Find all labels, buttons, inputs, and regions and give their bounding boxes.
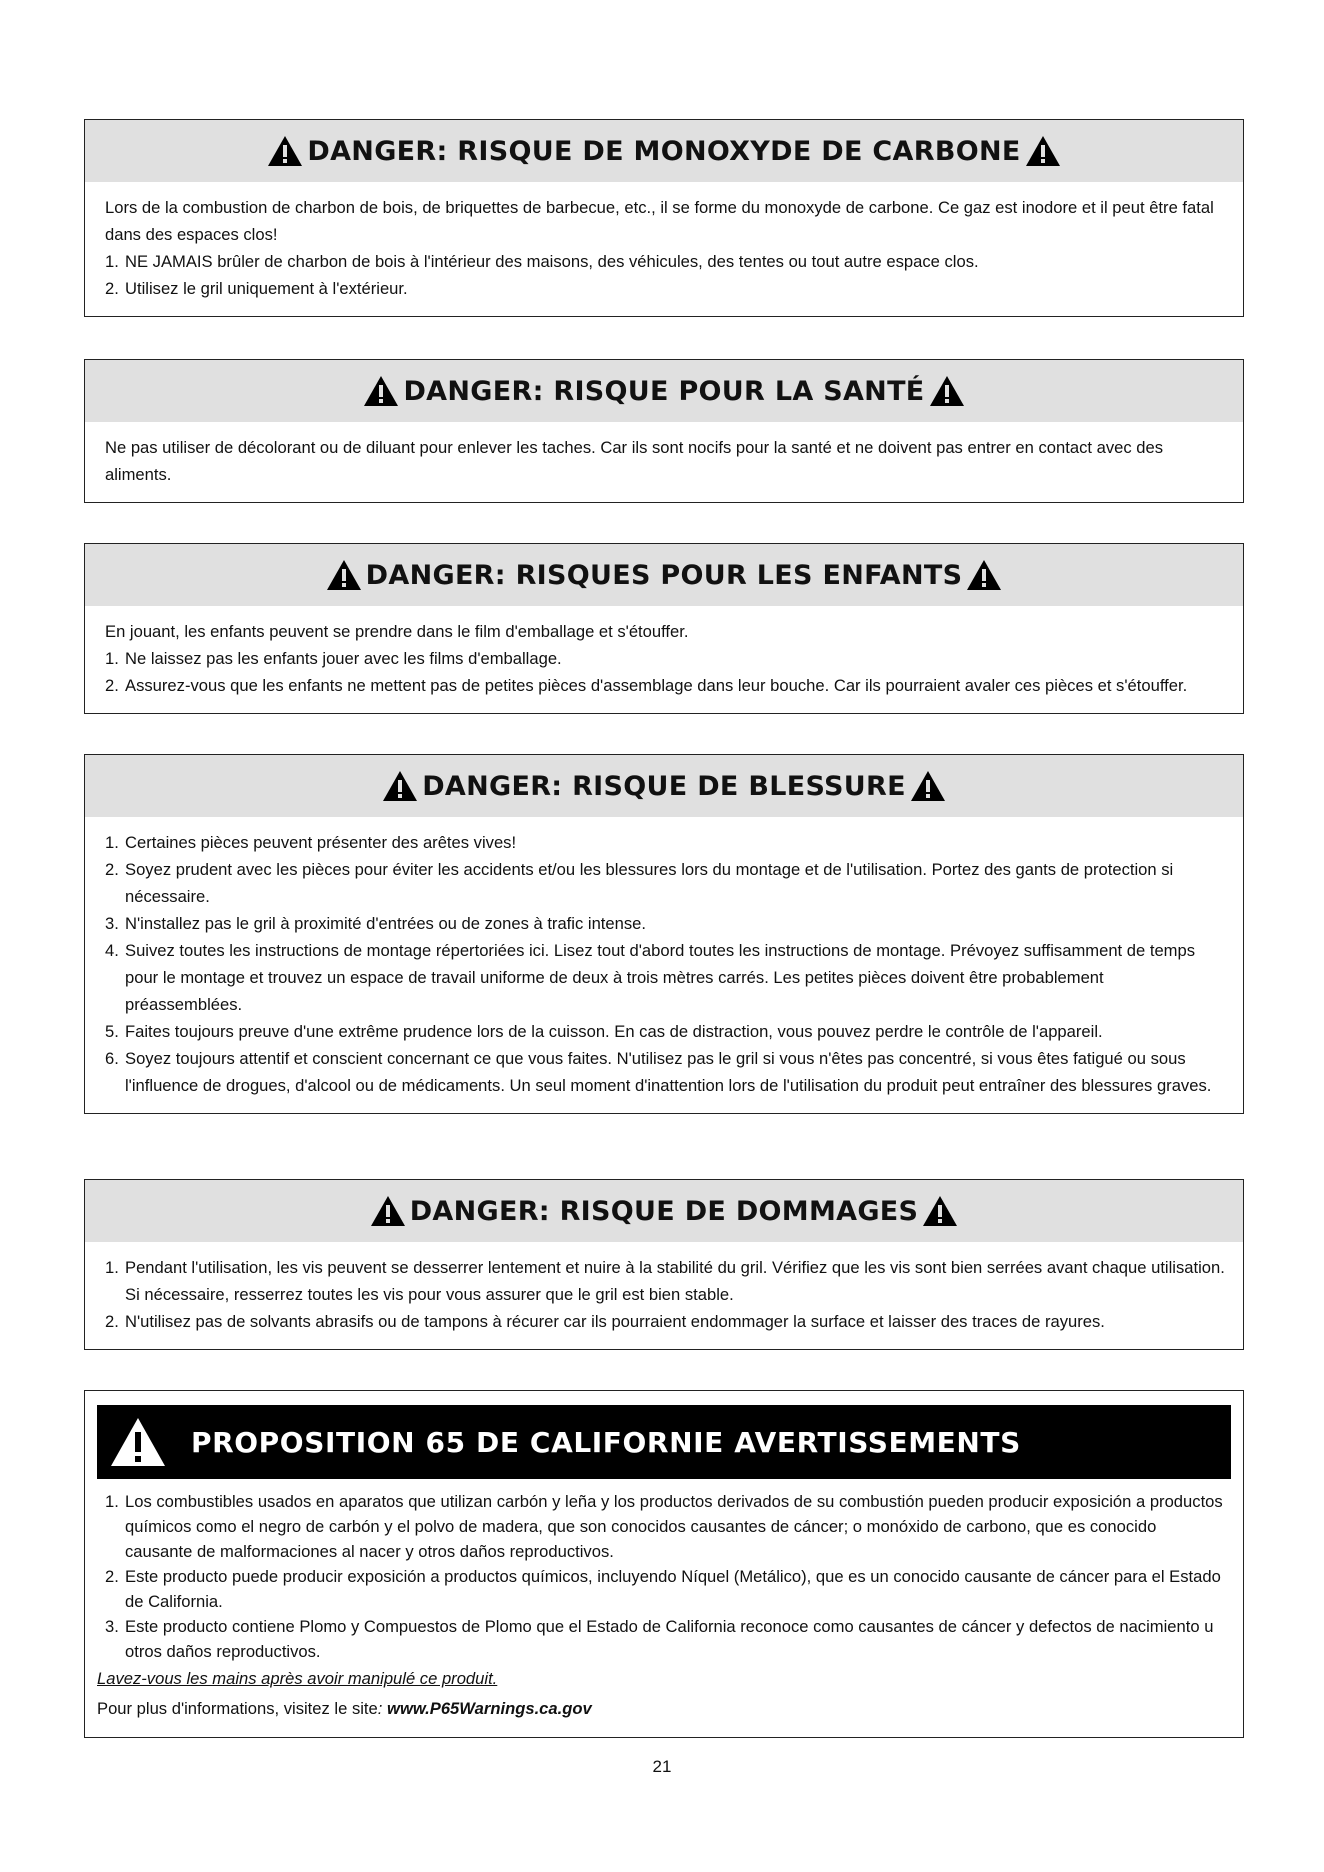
danger-header <box>85 1180 1243 1242</box>
warning-triangle-icon <box>929 375 965 407</box>
warning-triangle-icon <box>363 375 399 407</box>
danger-box-damage <box>84 1179 1244 1350</box>
list-item: 1. NE JAMAIS brûler de charbon de bois à l'intérieur des maisons, des véhicules, des tentes ou tout autre espace clos. <box>105 252 979 271</box>
danger-title: DANGER: RISQUE DE DOMMAGES <box>409 1195 919 1227</box>
list-item: 1. Certaines pièces peuvent présenter des arêtes vives! <box>105 833 517 852</box>
danger-box-children <box>84 543 1244 714</box>
danger-header <box>85 120 1243 182</box>
warning-triangle-icon <box>910 770 946 802</box>
list-item: 1. Ne laissez pas les enfants jouer avec les films d'emballage. <box>105 649 562 668</box>
danger-box-injury <box>84 754 1244 1114</box>
danger-header <box>85 544 1243 606</box>
website-link[interactable]: www.P65Warnings.ca.gov <box>387 1699 592 1718</box>
more-info-line: Pour plus d'informations, visitez le site: www.P65Warnings.ca.gov <box>97 1699 592 1718</box>
danger-title: DANGER: RISQUE POUR LA SANTÉ <box>403 375 925 407</box>
list-item: 5. Faites toujours preuve d'une extrême prudence lors de la cuisson. En cas de distraction, vous pouvez perdre le contrôle de l'appareil. <box>105 1022 1103 1041</box>
list-item: 2. N'utilisez pas de solvants abrasifs ou de tampons à récurer car ils pourraient endommager la surface et laisser des traces de rayures. <box>105 1312 1105 1331</box>
danger-box-carbon-monoxide <box>84 119 1244 317</box>
warning-triangle-icon <box>370 1195 406 1227</box>
danger-header <box>85 360 1243 422</box>
list-item: 2. Utilisez le gril uniquement à l'extérieur. <box>105 279 408 298</box>
warning-triangle-icon <box>382 770 418 802</box>
list-item: 6. Soyez toujours attentif et conscient concernant ce que vous faites. N'utilisez pas le gril si vous n'êtes pas concentré, si vous êtes fatigué ou sous l'influence de drogues, d'alcool ou de médicaments. Un seul moment d'inattention lors de l'utilisation du produit peut entraîner des blessures graves. <box>105 1049 1212 1095</box>
list-item: 4. Suivez toutes les instructions de montage répertoriées ici. Lisez tout d'abord toutes les instructions de montage. Prévoyez suffisamment de temps pour le montage et trouvez un espace de travail uniforme de deux à trois mètres carrés. Les petites pièces doivent être probablement préassemblées. <box>105 941 1196 1014</box>
list-item: 1. Pendant l'utilisation, les vis peuvent se desserrer lentement et nuire à la stabilité du gril. Vérifiez que les vis sont bien serrées avant chaque utilisation. Si nécessaire, resserrez toutes les vis pour vous assurer que le gril est bien stable. <box>105 1258 1225 1304</box>
list-item: 2. Soyez prudent avec les pièces pour éviter les accidents et/ou les blessures lors du montage et de l'utilisation. Portez des gants de protection si nécessaire. <box>105 860 1174 906</box>
prop65-header <box>97 1405 1231 1479</box>
warning-triangle-icon <box>966 559 1002 591</box>
prop65-title: PROPOSITION 65 DE CALIFORNIE AVERTISSEMENTS <box>191 1425 1021 1459</box>
warning-triangle-icon <box>922 1195 958 1227</box>
danger-intro: Ne pas utiliser de décolorant ou de diluant pour enlever les taches. Car ils sont nocifs pour la santé et ne doivent pas entrer en contact avec des aliments. <box>105 438 1164 484</box>
danger-header <box>85 755 1243 817</box>
list-item: 1. Los combustibles usados en aparatos que utilizan carbón y leña y los productos derivados de su combustión pueden producir exposición a productos químicos como el negro de carbón y el polvo de madera, que son conocidos causantes de cáncer; o monóxido de carbono, que es conocido causante de malformaciones al nacer y otros daños reproductivos. <box>105 1492 1223 1561</box>
wash-hands-note: Lavez-vous les mains après avoir manipulé ce produit. <box>97 1669 498 1688</box>
danger-intro: En jouant, les enfants peuvent se prendre dans le film d'emballage et s'étouffer. <box>105 622 689 641</box>
danger-box-health <box>84 359 1244 503</box>
page-number: 21 <box>652 1757 672 1776</box>
danger-title: DANGER: RISQUES POUR LES ENFANTS <box>365 559 963 591</box>
danger-intro: Lors de la combustion de charbon de bois, de briquettes de barbecue, etc., il se forme du monoxyde de carbone. Ce gaz est inodore et il peut être fatal dans des espaces clos! <box>105 198 1214 244</box>
danger-title: DANGER: RISQUE DE BLESSURE <box>422 770 906 802</box>
prop65-box <box>84 1390 1244 1738</box>
list-item: 2. Assurez-vous que les enfants ne mettent pas de petites pièces d'assemblage dans leur bouche. Car ils pourraient avaler ces pièces et s'étouffer. <box>105 676 1188 695</box>
warning-triangle-icon <box>267 135 303 167</box>
warning-triangle-icon <box>109 1416 167 1468</box>
list-item: 3. Este producto contiene Plomo y Compuestos de Plomo que el Estado de California reconoce como causantes de cáncer y defectos de nacimiento u otros daños reproductivos. <box>105 1617 1214 1661</box>
warning-triangle-icon <box>1025 135 1061 167</box>
more-info-text: Pour plus d'informations, visitez le site <box>97 1699 378 1718</box>
list-item: 2. Este producto puede producir exposición a productos químicos, incluyendo Níquel (Metálico), que es un conocido causante de cáncer para el Estado de California. <box>105 1567 1221 1611</box>
warning-triangle-icon <box>326 559 362 591</box>
list-item: 3. N'installez pas le gril à proximité d'entrées ou de zones à trafic intense. <box>105 914 647 933</box>
danger-title: DANGER: RISQUE DE MONOXYDE DE CARBONE <box>307 135 1021 167</box>
